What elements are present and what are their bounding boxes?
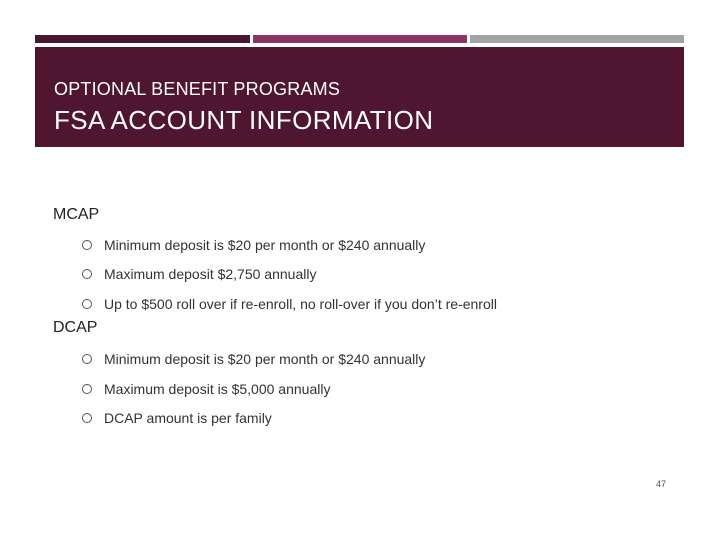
bullet-item xyxy=(53,374,673,404)
bullet-item xyxy=(53,260,673,290)
bullet-text: Minimum deposit is $20 per month or $240 annually xyxy=(104,351,426,368)
bullet-item xyxy=(53,345,673,375)
bullet-list-mcap xyxy=(53,230,673,319)
bullet-text: Maximum deposit is $5,000 annually xyxy=(104,380,331,397)
bullet-text: Maximum deposit $2,750 annually xyxy=(104,266,317,283)
bullet-text: Minimum deposit is $20 per month or $240 annually xyxy=(104,236,426,253)
bullet-item xyxy=(53,289,673,319)
bullet-text: Up to $500 roll over if re-enroll, no roll-over if you don’t re-enroll xyxy=(104,295,497,312)
bullet-item xyxy=(53,404,673,434)
decorative-stripe-accent xyxy=(253,35,467,43)
decorative-stripe-gray xyxy=(470,35,684,43)
slide-subtitle: OPTIONAL BENEFIT PROGRAMS xyxy=(54,79,341,99)
slide-content xyxy=(53,205,673,433)
hollow-circle-bullet-icon xyxy=(82,413,92,423)
hollow-circle-bullet-icon xyxy=(82,269,92,279)
section-heading-dcap: DCAP xyxy=(53,318,98,336)
page-number: 47 xyxy=(656,479,667,489)
title-banner xyxy=(35,47,684,147)
hollow-circle-bullet-icon xyxy=(82,299,92,309)
hollow-circle-bullet-icon xyxy=(82,354,92,364)
bullet-list-dcap xyxy=(53,345,673,434)
hollow-circle-bullet-icon xyxy=(82,384,92,394)
bullet-text: DCAP amount is per family xyxy=(104,410,272,427)
bullet-item xyxy=(53,230,673,260)
decorative-stripe-dark xyxy=(35,35,250,43)
hollow-circle-bullet-icon xyxy=(82,240,92,250)
section-heading-mcap: MCAP xyxy=(53,206,100,223)
slide-title: FSA ACCOUNT INFORMATION xyxy=(54,105,434,135)
